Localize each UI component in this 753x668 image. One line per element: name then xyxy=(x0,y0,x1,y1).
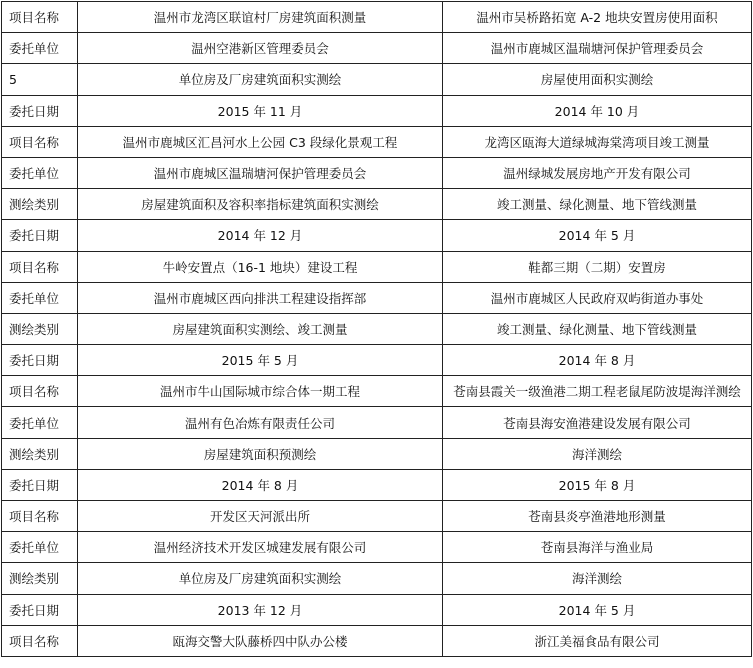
table-row xyxy=(2,532,752,563)
row-label: 项目名称 xyxy=(2,376,78,407)
project-a-cell: 温州市龙湾区联谊村厂房建筑面积测量 xyxy=(78,2,443,33)
row-label: 5 xyxy=(2,64,78,95)
project-a-cell: 开发区天河派出所 xyxy=(78,501,443,532)
row-label: 委托单位 xyxy=(2,282,78,313)
row-label: 项目名称 xyxy=(2,625,78,656)
row-label: 委托日期 xyxy=(2,220,78,251)
table-row xyxy=(2,220,752,251)
table-row xyxy=(2,501,752,532)
project-b-cell: 苍南县海洋与渔业局 xyxy=(443,532,752,563)
project-b-cell: 温州绿城发展房地产开发有限公司 xyxy=(443,157,752,188)
project-table-body xyxy=(2,2,752,657)
table-row xyxy=(2,469,752,500)
table-row xyxy=(2,313,752,344)
table-row xyxy=(2,189,752,220)
table-row xyxy=(2,64,752,95)
project-a-cell: 2015 年 5 月 xyxy=(78,345,443,376)
row-label: 测绘类别 xyxy=(2,563,78,594)
row-label: 委托单位 xyxy=(2,407,78,438)
table-row xyxy=(2,126,752,157)
row-label: 委托日期 xyxy=(2,594,78,625)
project-b-cell: 苍南县炎亭渔港地形测量 xyxy=(443,501,752,532)
table-row xyxy=(2,407,752,438)
project-b-cell: 龙湾区瓯海大道绿城海棠湾项目竣工测量 xyxy=(443,126,752,157)
project-b-cell: 温州市吴桥路拓宽 A-2 地块安置房使用面积 xyxy=(443,2,752,33)
project-b-cell: 温州市鹿城区人民政府双屿街道办事处 xyxy=(443,282,752,313)
row-label: 项目名称 xyxy=(2,126,78,157)
project-a-cell: 2013 年 12 月 xyxy=(78,594,443,625)
project-b-cell: 2014 年 5 月 xyxy=(443,594,752,625)
row-label: 委托日期 xyxy=(2,345,78,376)
row-label: 委托日期 xyxy=(2,469,78,500)
project-a-cell: 温州市鹿城区温瑞塘河保护管理委员会 xyxy=(78,157,443,188)
row-label: 项目名称 xyxy=(2,501,78,532)
table-row xyxy=(2,345,752,376)
row-label: 测绘类别 xyxy=(2,313,78,344)
row-label: 委托单位 xyxy=(2,33,78,64)
table-row xyxy=(2,282,752,313)
project-b-cell: 2014 年 8 月 xyxy=(443,345,752,376)
project-b-cell: 浙江美福食品有限公司 xyxy=(443,625,752,656)
project-a-cell: 房屋建筑面积实测绘、竣工测量 xyxy=(78,313,443,344)
project-a-cell: 房屋建筑面积及容积率指标建筑面积实测绘 xyxy=(78,189,443,220)
project-b-cell: 温州市鹿城区温瑞塘河保护管理委员会 xyxy=(443,33,752,64)
table-row xyxy=(2,594,752,625)
row-label: 测绘类别 xyxy=(2,438,78,469)
project-a-cell: 2015 年 11 月 xyxy=(78,95,443,126)
project-b-cell: 房屋使用面积实测绘 xyxy=(443,64,752,95)
project-a-cell: 单位房及厂房建筑面积实测绘 xyxy=(78,64,443,95)
project-a-cell: 房屋建筑面积预测绘 xyxy=(78,438,443,469)
row-label: 委托单位 xyxy=(2,157,78,188)
project-b-cell: 竣工测量、绿化测量、地下管线测量 xyxy=(443,189,752,220)
table-row xyxy=(2,95,752,126)
table-row xyxy=(2,251,752,282)
project-b-cell: 2015 年 8 月 xyxy=(443,469,752,500)
project-b-cell: 海洋测绘 xyxy=(443,563,752,594)
project-a-cell: 2014 年 12 月 xyxy=(78,220,443,251)
project-a-cell: 温州经济技术开发区城建发展有限公司 xyxy=(78,532,443,563)
table-row xyxy=(2,438,752,469)
row-label: 委托日期 xyxy=(2,95,78,126)
project-a-cell: 瓯海交警大队藤桥四中队办公楼 xyxy=(78,625,443,656)
row-label: 测绘类别 xyxy=(2,189,78,220)
project-a-cell: 温州空港新区管理委员会 xyxy=(78,33,443,64)
project-a-cell: 温州有色冶炼有限责任公司 xyxy=(78,407,443,438)
table-row xyxy=(2,157,752,188)
project-a-cell: 2014 年 8 月 xyxy=(78,469,443,500)
project-b-cell: 竣工测量、绿化测量、地下管线测量 xyxy=(443,313,752,344)
project-a-cell: 温州市鹿城区西向排洪工程建设指挥部 xyxy=(78,282,443,313)
project-table xyxy=(1,1,752,657)
table-row xyxy=(2,563,752,594)
project-b-cell: 苍南县海安渔港建设发展有限公司 xyxy=(443,407,752,438)
project-b-cell: 2014 年 5 月 xyxy=(443,220,752,251)
table-row xyxy=(2,376,752,407)
table-row xyxy=(2,33,752,64)
project-b-cell: 鞋都三期（二期）安置房 xyxy=(443,251,752,282)
project-a-cell: 单位房及厂房建筑面积实测绘 xyxy=(78,563,443,594)
row-label: 委托单位 xyxy=(2,532,78,563)
project-a-cell: 温州市鹿城区汇昌河水上公园 C3 段绿化景观工程 xyxy=(78,126,443,157)
project-a-cell: 牛岭安置点（16-1 地块）建设工程 xyxy=(78,251,443,282)
row-label: 项目名称 xyxy=(2,2,78,33)
project-b-cell: 苍南县霞关一级渔港二期工程老鼠尾防波堤海洋测绘 xyxy=(443,376,752,407)
table-row xyxy=(2,625,752,656)
project-b-cell: 2014 年 10 月 xyxy=(443,95,752,126)
project-b-cell: 海洋测绘 xyxy=(443,438,752,469)
project-a-cell: 温州市牛山国际城市综合体一期工程 xyxy=(78,376,443,407)
row-label: 项目名称 xyxy=(2,251,78,282)
table-row xyxy=(2,2,752,33)
